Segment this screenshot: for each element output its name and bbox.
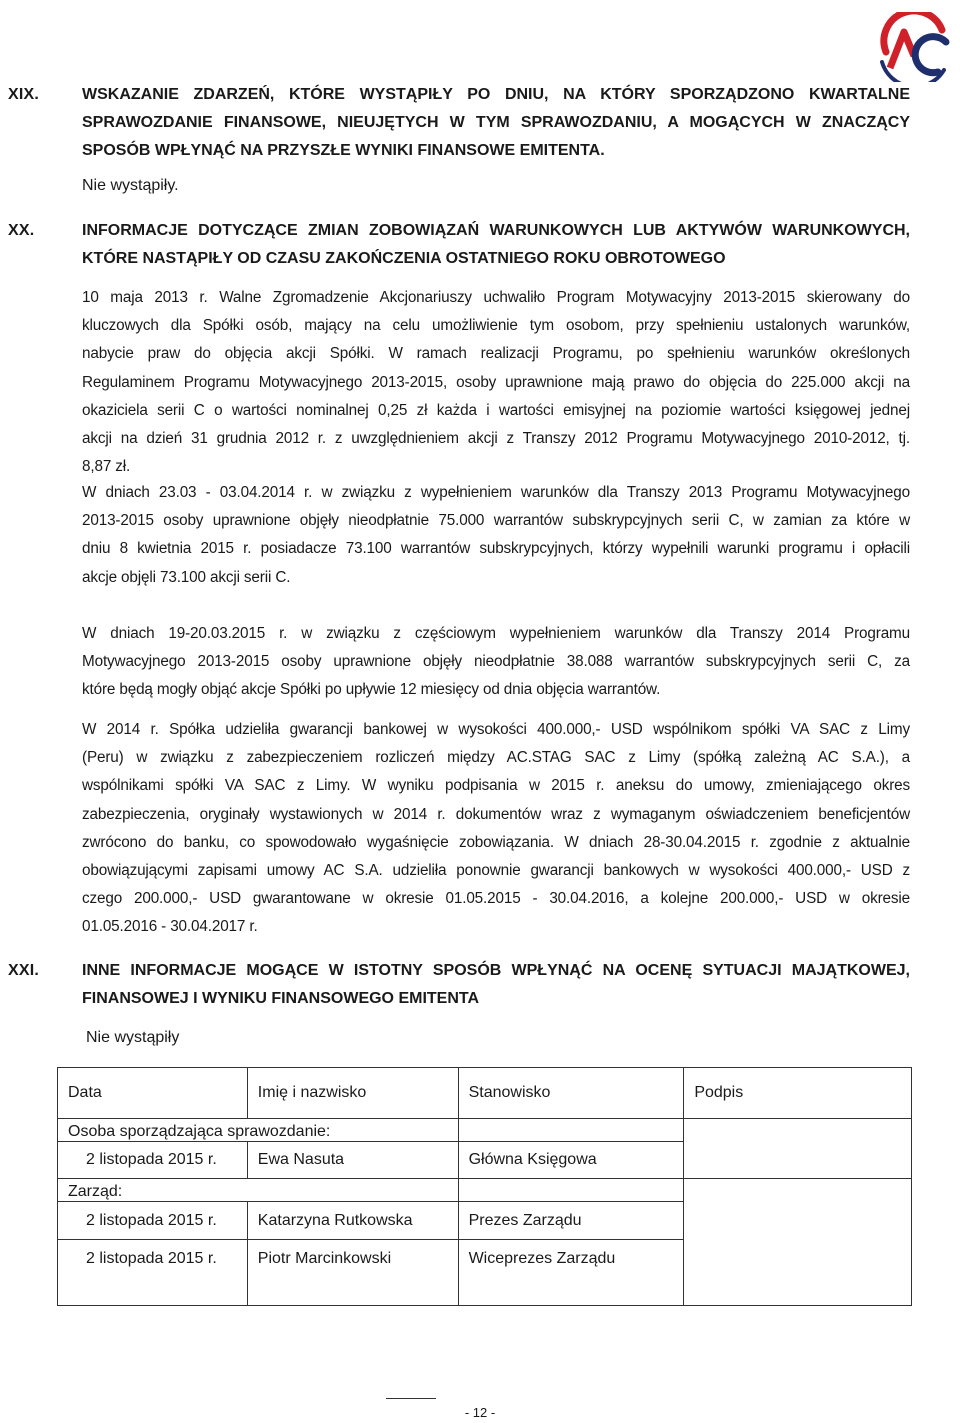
- paragraph-line: Regulaminem Programu Motywacyjnego 2013-2015, osoby uprawnione mają prawo do objęcia do 225.000 akcji na: [82, 373, 910, 391]
- name-cell: Piotr Marcinkowski: [247, 1240, 458, 1306]
- paragraph: [82, 716, 910, 942]
- paragraph-line: czego 200.000,- USD gwarantowane w okresie 01.05.2015 - 30.04.2016, a kolejne 200.000,- USD w okresie: [82, 890, 910, 908]
- paragraph-line: 10 maja 2013 r. Walne Zgromadzenie Akcjonariuszy uchwaliło Program Motywacyjny 2013-2015 skierowany do: [82, 289, 910, 306]
- name-cell: Ewa Nasuta: [247, 1142, 458, 1179]
- signature-table: [57, 1067, 912, 1306]
- paragraph: [82, 479, 910, 592]
- date-cell: 2 listopada 2015 r.: [58, 1240, 248, 1306]
- paragraph-line: kluczowych dla Spółki osób, mający na celu umożliwienie tym osobom, przy spełnieniu ustalonych warunków,: [82, 317, 910, 335]
- paragraph-line: akcje objęli 73.100 akcji serii C.: [82, 568, 291, 586]
- paragraph-line: W dniach 19-20.03.2015 r. w związku z częściowym wypełnieniem warunków dla Transzy 2014 Programu: [82, 625, 910, 642]
- position-cell: Wiceprezes Zarządu: [458, 1240, 684, 1306]
- section-title: [82, 957, 910, 1013]
- paragraph-line: które będą mogły objąć akcje Spółki po upływie 12 miesięcy od dnia objęcia warrantów.: [82, 681, 661, 699]
- paragraph: [82, 620, 910, 705]
- paragraph: [82, 284, 910, 481]
- paragraph-line: akcji na dzień 31 grudnia 2012 r. z uwzględnieniem akcji z Transzy 2012 Programu Motywacyjnego 2010-2012, tj.: [82, 430, 910, 448]
- paragraph-line: 2013-2015 osoby uprawnione objęły nieodpłatnie 75.000 warrantów subskrypcyjnych serii C, w zamian za które w: [82, 512, 910, 530]
- ac-logo: [868, 12, 956, 82]
- page-number: - 12 -: [464, 1405, 496, 1420]
- paragraph-line: zwrócono do banku, co spowodowało wygaśnięcie zobowiązania. W dniach 28-30.04.2015 r. zgodnie z aktualnie: [82, 833, 910, 851]
- section-title: [82, 81, 910, 165]
- footer-rule: [386, 1398, 436, 1399]
- paragraph-line: 01.05.2016 - 30.04.2017 r.: [82, 918, 258, 936]
- section-number: XX.: [8, 222, 35, 239]
- section-body: Nie wystąpiły.: [82, 177, 179, 194]
- paragraph-line: wspólnikami spółki VA SAC z Limy. W wyniku podpisania w 2015 r. aneksu do umowy, zmieniającego okres: [82, 777, 910, 795]
- section-title: [82, 217, 910, 273]
- paragraph-line: zabezpieczenia, oryginały wystawionych w 2014 r. dokumentów wraz z wymaganym oświadczeniem beneficjentów: [82, 805, 910, 823]
- paragraph-line: Motywacyjnego 2013-2015 osoby uprawnione objęły nieodpłatnie 38.088 warrantów subskrypcyjnych serii C, za: [82, 653, 910, 671]
- paragraph-line: okaziciela serii C o wartości nominalnej 0,25 zł każda i wartości emisyjnej na poziomie wartości księgowej jednej: [82, 401, 910, 419]
- paragraph-line: obowiązującymi zapisami umowy AC S.A. udzieliła ponownie gwarancji bankowych w wysokości 400.000,- USD z: [82, 862, 910, 880]
- title-line: INFORMACJE DOTYCZĄCE ZMIAN ZOBOWIĄZAŃ WARUNKOWYCH LUB AKTYWÓW WARUNKOWYCH,: [82, 222, 910, 239]
- group-label: Zarząd:: [58, 1179, 459, 1202]
- title-line: KTÓRE NASTĄPIŁY OD CZASU ZAKOŃCZENIA OSTATNIEGO ROKU OBROTOWEGO: [82, 250, 726, 267]
- date-cell: 2 listopada 2015 r.: [58, 1202, 248, 1240]
- paragraph-line: (Peru) w związku z zabezpieczeniem rozliczeń między AC.STAG SAC z Limy (spółką zależną AC S.A.), a: [82, 749, 910, 767]
- group-label-row: [58, 1119, 912, 1142]
- paragraph-line: W 2014 r. Spółka udzieliła gwarancji bankowej w wysokości 400.000,- USD wspólnikom spółki VA SAC z Limy: [82, 721, 910, 738]
- title-line: INNE INFORMACJE MOGĄCE W ISTOTNY SPOSÓB WPŁYNĄĆ NA OCENĘ SYTUACJI MAJĄTKOWEJ,: [82, 962, 910, 979]
- section-body: Nie wystąpiły: [86, 1029, 180, 1046]
- title-line: FINANSOWEJ I WYNIKU FINANSOWEGO EMITENTA: [82, 990, 480, 1007]
- group-label-row: [58, 1179, 912, 1202]
- paragraph-line: dniu 8 kwietnia 2015 r. posiadacze 73.100 warrantów subskrypcyjnych, którzy wypełnili warunki programu i opłacili: [82, 540, 910, 558]
- section-number: XIX.: [8, 86, 40, 103]
- header-cell: Data: [58, 1068, 248, 1119]
- header-cell: Imię i nazwisko: [247, 1068, 458, 1119]
- header-cell: Podpis: [684, 1068, 912, 1119]
- group-label: Osoba sporządzająca sprawozdanie:: [58, 1119, 459, 1142]
- header-cell: Stanowisko: [458, 1068, 684, 1119]
- title-line: WSKAZANIE ZDARZEŃ, KTÓRE WYSTĄPIŁY PO DNIU, NA KTÓRY SPORZĄDZONO KWARTALNE: [82, 86, 910, 103]
- paragraph-line: nabycie praw do objęcia akcji Spółki. W ramach realizacji Programu, po spełnieniu warunków określonych: [82, 345, 910, 363]
- date-cell: 2 listopada 2015 r.: [58, 1142, 248, 1179]
- position-cell: Prezes Zarządu: [458, 1202, 684, 1240]
- section-number: XXI.: [8, 962, 40, 979]
- table-header-row: [58, 1068, 912, 1119]
- paragraph-line: W dniach 23.03 - 03.04.2014 r. w związku z wypełnieniem warunków dla Transzy 2013 Programu Motywacyjnego: [82, 484, 910, 501]
- title-line: SPRAWOZDANIE FINANSOWE, NIEUJĘTYCH W TYM SPRAWOZDANIU, A MOGĄCYCH W ZNACZĄCY: [82, 114, 910, 131]
- position-cell: Główna Księgowa: [458, 1142, 684, 1179]
- name-cell: Katarzyna Rutkowska: [247, 1202, 458, 1240]
- title-line: SPOSÓB WPŁYNĄĆ NA PRZYSZŁE WYNIKI FINANSOWE EMITENTA.: [82, 142, 605, 159]
- paragraph-line: 8,87 zł.: [82, 458, 131, 476]
